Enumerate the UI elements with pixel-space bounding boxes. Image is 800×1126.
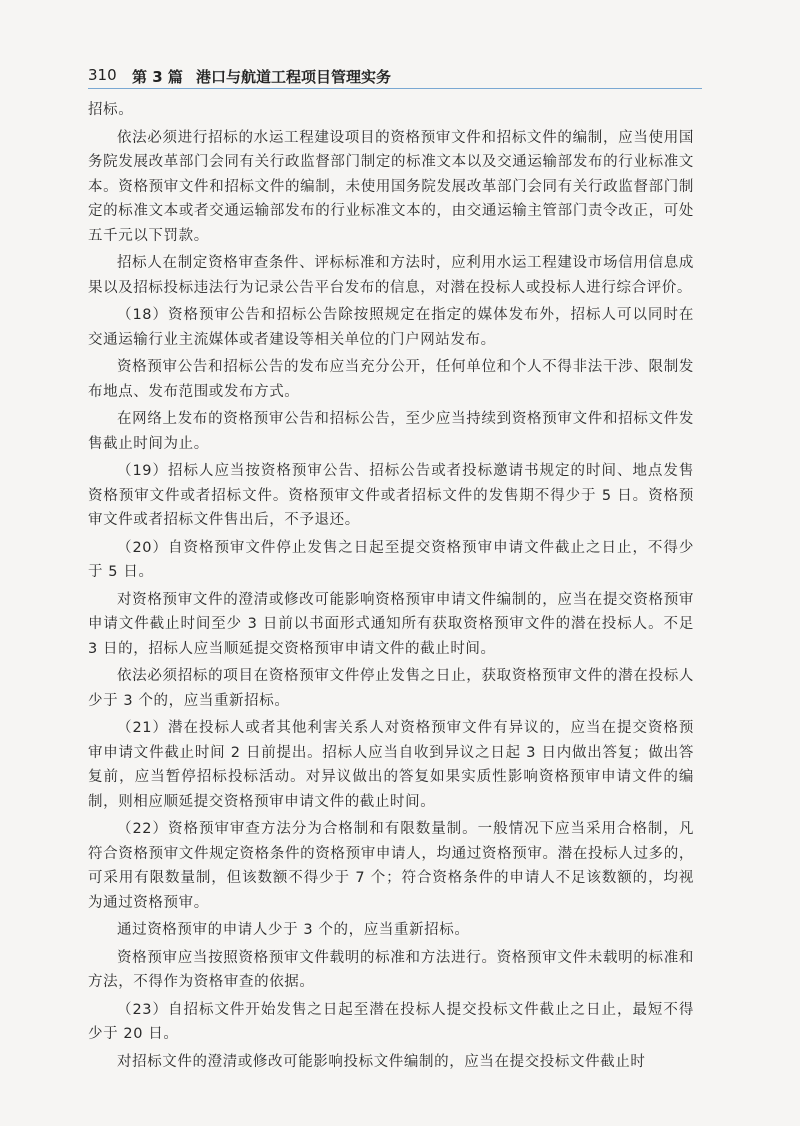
paragraph: （21）潜在投标人或者其他利害关系人对资格预审文件有异议的，应当在提交资格预审申请文件截止时间 2 日前提出。招标人应当自收到异议之日起 3 日内做出答复；做出答复前，应当暂停招标投标活动。对异议做出的答复如果实质性影响资格预审申请文件的编制，则相应顺延提交资格预审申请文件的截止时间。: [88, 720, 694, 810]
paragraph: 对资格预审文件的澄清或修改可能影响资格预审申请文件编制的，应当在提交资格预审申请文件截止时间至少 3 日前以书面形式通知所有获取资格预审文件的潜在投标人。不足 3 日的，招标人应当顺延提交资格预审申请文件的截止时间。: [88, 591, 694, 657]
paragraph: （23）自招标文件开始发售之日起至潜在投标人提交投标文件截止之日止，最短不得少于 20 日。: [88, 1001, 694, 1042]
page-body: [88, 98, 694, 1077]
paragraph: 在网络上发布的资格预审公告和招标公告，至少应当持续到资格预审文件和招标文件发售截止时间为止。: [88, 411, 694, 452]
paragraph: （18）资格预审公告和招标公告除按照规定在指定的媒体发布外，招标人可以同时在交通运输行业主流媒体或者建设等相关单位的门户网站发布。: [88, 307, 694, 348]
paragraph: 资格预审应当按照资格预审文件载明的标准和方法进行。资格预审文件未载明的标准和方法，不得作为资格审查的依据。: [88, 949, 694, 990]
page-header: [0, 62, 800, 88]
paragraph: 对招标文件的澄清或修改可能影响投标文件编制的，应当在提交投标文件截止时: [117, 1053, 646, 1070]
page-number: 310: [88, 66, 117, 84]
chapter-label: 第 3 篇: [132, 68, 183, 86]
paragraph: 资格预审公告和招标公告的发布应当充分公开，任何单位和个人不得非法干涉、限制发布地点、发布范围或发布方式。: [88, 359, 694, 400]
paragraph: 通过资格预审的申请人少于 3 个的，应当重新招标。: [117, 922, 470, 938]
header-divider: [88, 88, 702, 89]
paragraph: 招标人在制定资格审查条件、评标标准和方法时，应利用水运工程建设市场信用信息成果以及招标投标违法行为记录公告平台发布的信息，对潜在投标人或投标人进行综合评价。: [88, 255, 694, 296]
paragraph: （22）资格预审审查方法分为合格制和有限数量制。一般情况下应当采用合格制，凡符合资格预审文件规定资格条件的资格预审申请人，均通过资格预审。潜在投标人过多的，可采用有限数量制，但该数额不得少于 7 个；符合资格条件的申请人不足该数额的，均视为通过资格预审。: [88, 821, 694, 911]
paragraph: 依法必须招标的项目在资格预审文件停止发售之日止，获取资格预审文件的潜在投标人少于 3 个的，应当重新招标。: [88, 668, 694, 709]
paragraph: 招标。: [88, 102, 134, 118]
chapter-title: 港口与航道工程项目管理实务: [196, 68, 392, 86]
paragraph: 依法必须进行招标的水运工程建设项目的资格预审文件和招标文件的编制，应当使用国务院发展改革部门会同有关行政监督部门制定的标准文本以及交通运输部发布的行业标准文本。资格预审文件和招标文件的编制，未使用国务院发展改革部门会同有关行政监督部门制定的标准文本或者交通运输部发布的行业标准文本的，由交通运输主管部门责令改正，可处五千元以下罚款。: [88, 129, 694, 244]
paragraph: （19）招标人应当按资格预审公告、招标公告或者投标邀请书规定的时间、地点发售资格预审文件或者招标文件。资格预审文件或者招标文件的发售期不得少于 5 日。资格预审文件或者招标文件售出后，不予退还。: [88, 463, 694, 528]
paragraph: （20）自资格预审文件停止发售之日起至提交资格预审申请文件截止之日止，不得少于 5 日。: [88, 539, 694, 580]
